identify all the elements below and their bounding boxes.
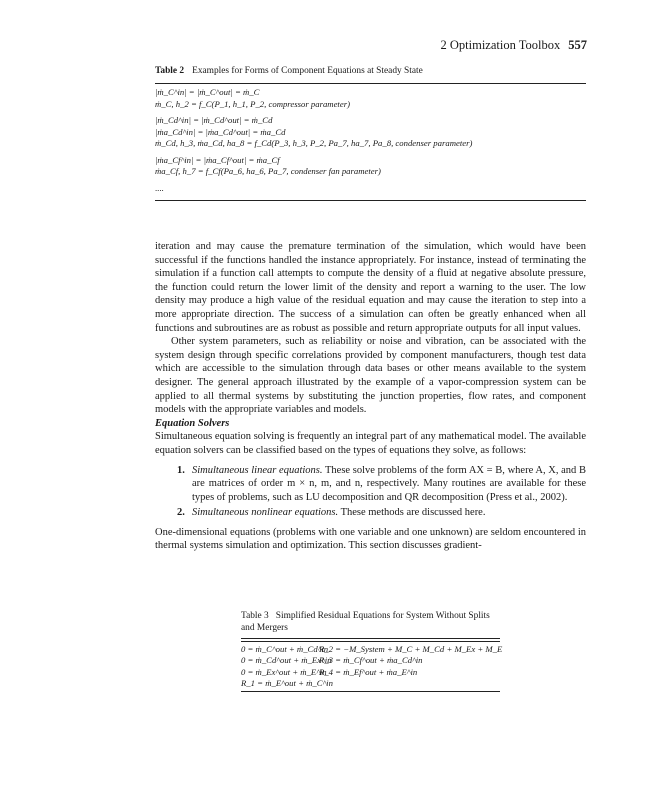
list-item-title: Simultaneous linear equations.	[192, 464, 323, 476]
condenser-fan-equations	[155, 155, 586, 178]
table-cell: 0 = ṁ_C^out + ṁ_Cd^in	[241, 644, 329, 654]
table-3-caption	[241, 610, 500, 634]
paragraph: One-dimensional equations (problems with one variable and one unknown) are seldom encountered in thermal systems simulation and optimization. This section discusses gradient-	[155, 526, 586, 552]
list-number: 1.	[177, 464, 185, 476]
equation: |ṁ_C^in| = |ṁ_C^out| = ṁ_C	[155, 87, 260, 97]
table-cell: R_1 = ṁ_E^out + ṁ_C^in	[241, 677, 333, 688]
equation: |ṁa_Cd^in| = |ṁa_Cd^out| = ṁa_Cd	[155, 126, 286, 137]
equation: |ṁ_Cd^in| = |ṁ_Cd^out| = ṁ_Cd	[155, 115, 273, 125]
table-row	[241, 644, 503, 655]
table-cell: R_2 = −M_System + M_C + M_Cd + M_Ex + M_E	[319, 644, 503, 654]
chapter-title: 2 Optimization Toolbox	[440, 38, 561, 52]
page-number: 557	[568, 38, 587, 52]
running-header	[441, 38, 587, 53]
table-3-label: Table 3	[241, 611, 269, 621]
body-text	[155, 240, 586, 553]
table-cell: R_3 = ṁ_Cf^out + ṁa_Cd^in	[319, 655, 423, 666]
table-2-title: Examples for Forms of Component Equations at Steady State	[192, 66, 423, 76]
equation: ṁa_Cf, h_7 = f_Cf(Pa_6, ha_6, Pa_7, condenser fan parameter)	[155, 166, 381, 176]
equation: ṁ_Cd, h_3, ṁa_Cd, ha_8 = f_Cd(P_3, h_3, P_2, Pa_7, ha_7, Pa_8, condenser parameter)	[155, 138, 473, 148]
condenser-equations	[155, 115, 586, 150]
paragraph: Simultaneous equation solving is frequently an integral part of any mathematical model. The available equation solvers can be classified based on the types of equations they solve, as follows:	[155, 431, 586, 456]
table-3-title: Simplified Residual Equations for System Without Splits and Mergers	[241, 611, 490, 633]
list-item-title: Simultaneous nonlinear equations.	[192, 507, 339, 519]
list-number: 2.	[177, 507, 185, 519]
table-2-body	[155, 84, 586, 194]
table-3-body	[241, 642, 503, 691]
compressor-equations	[155, 87, 586, 110]
list-item-text: These solve problems of the form AX = B, where A, X, and B are matrices of order m × n, m, and n, respectively. Many routines are available for these types of problems, such as LU decomposition and QR decomposition (Press et al., 2002).	[192, 464, 586, 503]
table-row	[241, 655, 500, 666]
table-3-bottom-rule	[241, 691, 500, 692]
solver-list	[155, 464, 586, 520]
equation: ṁ_C, h_2 = f_C(P_1, h_1, P_2, compressor parameter)	[155, 98, 350, 109]
table-cell: R_4 = ṁ_Ef^out + ṁa_E^in	[319, 666, 418, 677]
paragraph: iteration and may cause the premature termination of the simulation, which would have been successful if the functions handled the instance appropriately. For instance, instead of terminating the simulation if a function call attempts to compute the density of a fluid at negative absolute pressure, the function could return the lower limit of the density and report a warning to the user. The low density may produce a high value of the residual equation and may cause the iteration to step into a more appropriate direction. The success of a simulation can often be greatly enhanced when all functions and subroutines are as robust as possible and return appropriate outputs for all input values.	[155, 241, 586, 334]
table-cell: 0 = ṁ_Ex^out + ṁ_E^in	[241, 666, 327, 677]
equation: |ṁa_Cf^in| = |ṁa_Cf^out| = ṁa_Cf	[155, 154, 280, 165]
table-row	[241, 678, 500, 689]
table-cell: 0 = ṁ_Cd^out + ṁ_Ex^in	[241, 655, 332, 666]
list-item-text: These methods are discussed here.	[340, 507, 486, 519]
list-item	[177, 506, 586, 520]
table-2-bottom-rule	[155, 200, 586, 201]
list-item	[177, 464, 586, 505]
table-2-ellipsis: ....	[155, 182, 164, 193]
paragraph: Other system parameters, such as reliability or noise and vibration, can be associated with the system design through specific correlations provided by component manufacturers, though test data which are accessible to the simulation through data bases or other means available to the system designer. The general approach illustrated by the example of a vapor-compression system can be applied to all thermal systems by substituting the junction properties, flow rates, and component models with the appropriate variables and models.	[155, 336, 586, 416]
section-heading: Equation Solvers	[155, 417, 230, 429]
table-2-caption	[155, 66, 586, 76]
table-3-top-rule	[241, 638, 500, 639]
table-row	[241, 667, 500, 678]
table-3	[241, 610, 503, 692]
table-2	[155, 66, 586, 201]
table-2-label: Table 2	[155, 66, 185, 76]
